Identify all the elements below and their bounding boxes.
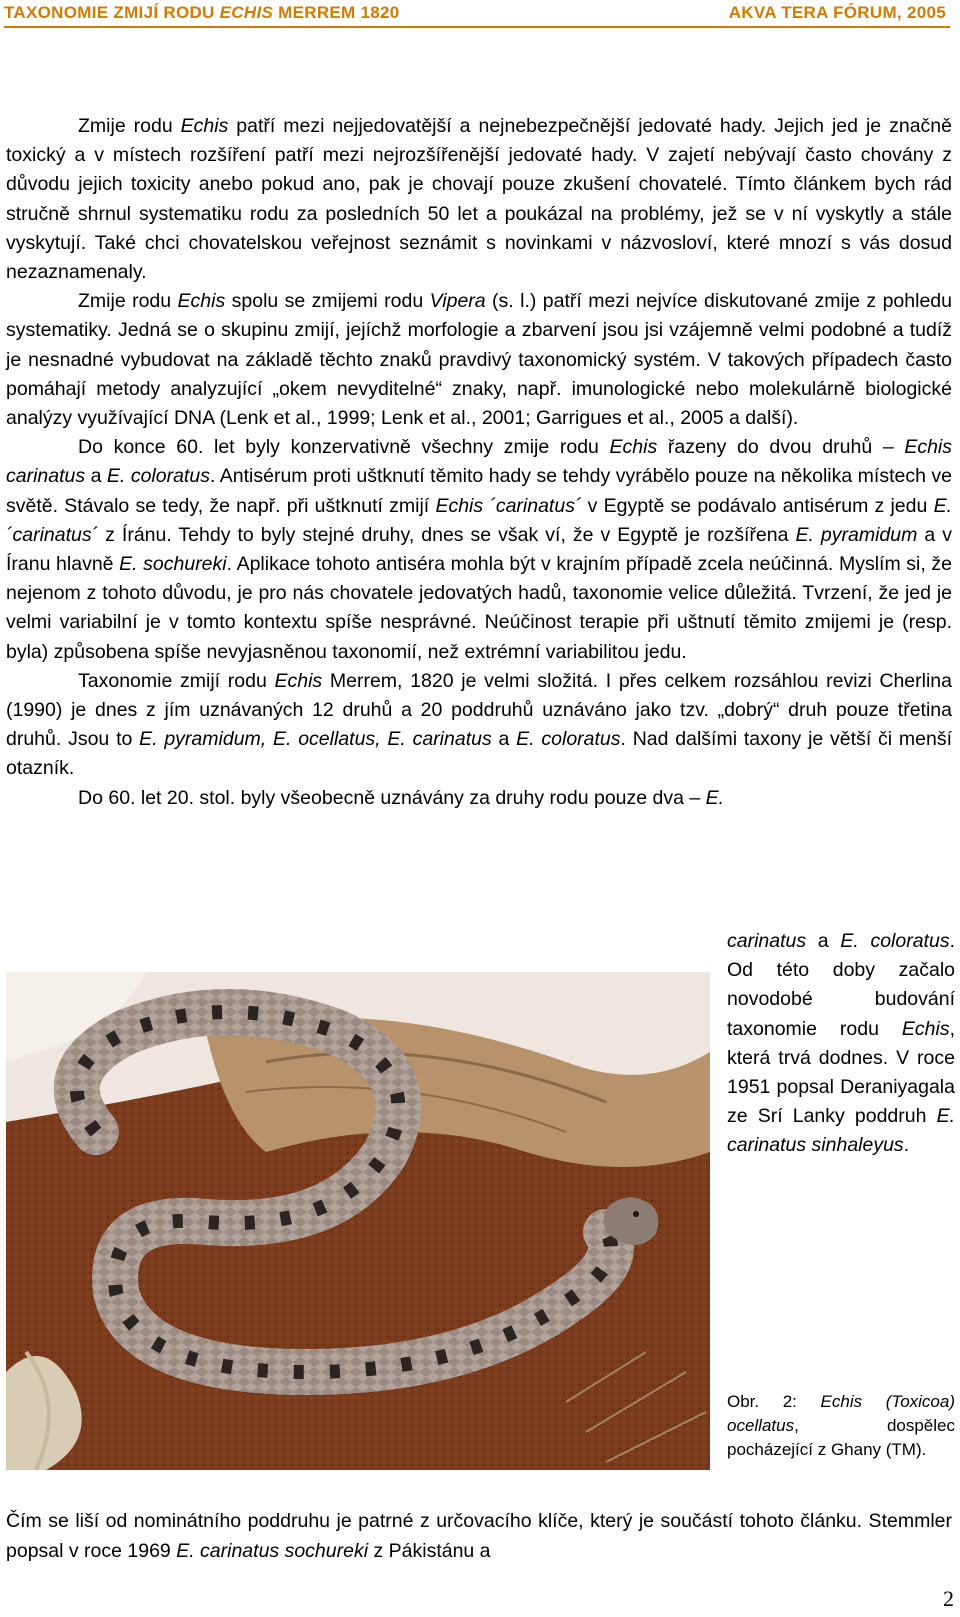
article-body — [6, 112, 952, 813]
header-title — [4, 3, 400, 23]
header-rule — [4, 26, 950, 28]
header-journal: AKVA TERA FÓRUM, 2005 — [728, 3, 946, 22]
bottom-paragraph: Čím se liší od nominátního poddruhu je patrné z určovacího klíče, který je součástí tohoto článku. Stemmler popsal v roce 1969 E. carinatus sochureki z Pákistánu a — [6, 1510, 952, 1562]
paragraph-3: Do konce 60. let byly konzervativně všechny zmije rodu Echis řazeny do dvou druhů – Echis carinatus a E. coloratus. Antisérum proti uštknutí těmito hady se tehdy vyrábělo pouze na několika místech ve světě. Stávalo se tedy, že např. při uštknutí zmijí Echis ´carinatus´ v Egyptě se podávalo antisérum z jedu E. ´carinatus´ z Íránu. Tehdy to byly stejné druhy, dnes se však ví, že v Egyptě je rozšířena E. pyramidum a v Íranu hlavně E. sochureki. Aplikace tohoto antiséra mohla být v krajním případě zcela neúčinná. Myslím si, že nejenom z tohoto důvodu, je pro nás chovatele jedovatých hadů, taxonomie velice důležitá. Tvrzení, že jed je velmi variabilní je v tomto kontextu spíše nesprávné. Neúčinost terapie při uštnutí těmito zmijemi je (resp. byla) způsobena spíše nevyjasněnou taxonomií, než extrémní variabilitou jedu. — [6, 436, 953, 663]
paragraph-2: Zmije rodu Echis spolu se zmijemi rodu Vipera (s. l.) patří mezi nejvíce diskutované zmije z pohledu systematiky. Jedná se o skupinu zmijí, jejíchž morfologie a zbarvení jsou jsi vzájemně velmi podobné a tudíž je nesnadné vybudovat na základě těchto znaků pravdivý taxonomický systém. V takových případech často pomáhají metody analyzující „okem nevyditelné“ znaky, např. imunologické nebo molekulárně biologické analýzy využívající DNA (Lenk et al., 1999; Lenk et al., 2001; Garrigues et al., 2005 a další). — [6, 290, 952, 430]
figure-caption: Obr. 2: Echis (Toxicoa) ocellatus, dospělec pocházející z Ghany (TM). — [727, 1392, 955, 1459]
paragraph-4: Taxonomie zmijí rodu Echis Merrem, 1820 je velmi složitá. I přes celkem rozsáhlou revizi Cherlina (1990) je dnes z jím uznávaných 12 druhů a 20 poddruhů uznáváno jako tzv. „dobrý“ druh pouze třetina druhů. Jsou to E. pyramidum, E. ocellatus, E. carinatus a E. coloratus. Nad dalšími taxony je větší či menší otazník. — [6, 669, 953, 780]
paragraph-1: Zmije rodu Echis patří mezi nejjedovatější a nejnebezpečnější jedovaté hady. Jejich jed je značně toxický a v místech rozšíření patří mezi nejrozšířenější jedovaté hady. V zajetí nebývají často chovány z důvodu jejich toxicity anebo pokud ano, pak je chovají pouze zkušení chovatelé. Tímto článkem bych rád stručně shrnul systematiku rodu za posledních 50 let a poukázal na problémy, jež se v ní vyskytly a stále vyskytují. Také chci chovatelskou veřejnost seznámit s novinkami v názvosloví, které mnozí s vás dosud nezaznamenaly. — [6, 115, 952, 284]
side-text-column — [727, 927, 955, 1161]
snake-photo-illustration — [6, 972, 710, 1470]
paragraph-5: Do 60. let 20. stol. byly všeobecně uznávány za druhy rodu pouze dva – E. — [78, 786, 725, 809]
header-title-genus: ECHIS — [219, 3, 274, 22]
snake-photo — [6, 972, 710, 1470]
header-title-part: MERREM 1820 — [273, 3, 400, 22]
page-header — [0, 0, 960, 30]
page-number: 2 — [943, 1586, 954, 1611]
side-paragraph: carinatus a E. coloratus. Od této doby začalo novodobé budování taxonomie rodu Echis, která trvá dodnes. V roce 1951 popsal Deraniyagala ze Srí Lanky poddruh E. carinatus sinhaleyus. — [727, 930, 955, 1157]
header-title-part: TAXONOMIE ZMIJÍ RODU — [4, 3, 220, 22]
